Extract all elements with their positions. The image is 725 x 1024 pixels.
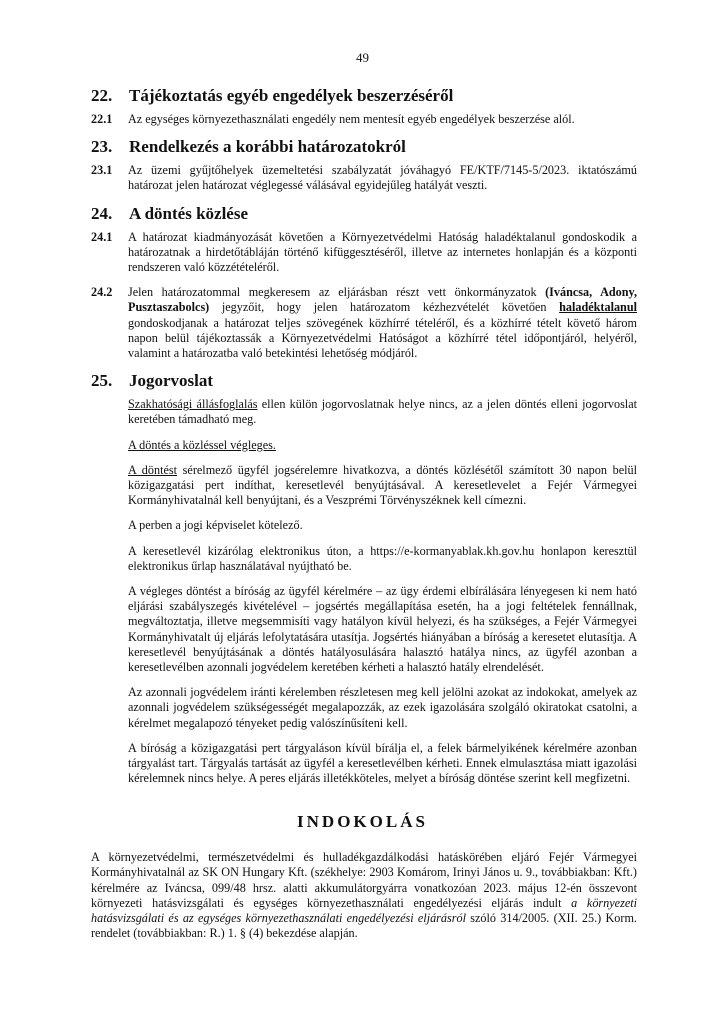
paragraph-number: 24.1: [91, 229, 113, 244]
jogorvoslat-paragraph-6: A végleges döntést a bíróság az ügyfél kérelmére – az ügy érdemi elbírálására lényegesen ki nem ható eljárási szabályszegés kivételével – jogsértés megállapítása esetén, ha a jogi feltételek fennállnak, megváltoztatja, illetve megsemmisíti vagy hatályon kívül helyezi, és ha szükséges, a Fejér Vármegyei Kormányhivatalt új eljárás lefolytatására utasítja. Jogsértés hiányában a bíróság a keresetet elutasítja. A keresetlevél benyújtásának a döntés hatályosulására halasztó hatálya nincs, az ügyfél azonban a keresetlevélben azonnali jogvédelem keretében kérheti a halasztó hatály elrendelését.: [128, 584, 637, 675]
municipalities-bold: (Iváncsa, Adony, Pusztaszabolcs): [128, 285, 637, 315]
section-heading-22: [91, 86, 637, 106]
text-run: jegyzőit, hogy jelen határozatom kézhezvételét követően: [209, 300, 560, 315]
text-run: gondoskodjanak a határozat teljes szövegének közhírré tételéről, és a közhírré tételt követő három napon belül tájékoztassák a Környezetvédelmi Hatóságot a közhírré tétel időpontjáról, helyéről, valamint a határozatba való betekintési lehetőség módjáról.: [128, 315, 637, 361]
section-title: A döntés közlése: [129, 203, 248, 223]
text-run: ellen külön jogorvoslatnak helye nincs, az a jelen döntés elleni jogorvoslat keretében támadható meg.: [128, 397, 637, 427]
section-number: 22.: [91, 86, 113, 105]
section-heading-24: [91, 204, 637, 224]
paragraph-text: Az üzemi gyűjtőhelyek üzemeltetési szabályzatát jóváhagyó FE/KTF/7145-5/2023. iktatószámú határozat jelen határozat véglegessé válásával egyidejűleg hatályát veszti.: [128, 163, 637, 193]
paragraph-number: 22.1: [91, 112, 113, 126]
paragraph-number: 23.1: [91, 163, 113, 178]
text-run: Jelen határozatommal megkeresem az eljárásban részt vett önkormányzatok: [128, 285, 546, 300]
text-run: szóló 314/2005. (XII. 25.) Korm. rendelet (továbbiakban: R.) 1. § (4) bekezdése alapján.: [91, 911, 637, 941]
text-run: A környezetvédelmi, természetvédelmi és hulladékgazdálkodási hatáskörében eljáró Fejér Vármegyei Kormányhivatalnál az SK ON Hungary Kft. (székhelye: 2903 Komárom, Irinyi János u. 9., továbbiakban: Kft.) kérelmére az Iváncsa, 099/48 hrsz. alatti akkumulátorgyárra vonatkozóan 2023. május 12-én összevont környezeti hatásvizsgálati és egységes környezethasználati engedélyezési eljárás indult: [91, 850, 637, 910]
emphasis-bold-underline: haladéktalanul: [559, 300, 637, 315]
jogorvoslat-paragraph-7: Az azonnali jogvédelem iránti kérelemben részletesen meg kell jelölni azokat az indokokat, amelyek az azonnali jogvédelem szükségességét megalapozzák, az ezek igazolására szolgáló okiratokat csatolni, a kérelmet megalapozó tényeket pedig valószínűsíteni kell.: [128, 685, 637, 730]
section-heading-23: [91, 137, 637, 157]
jogorvoslat-paragraph-2: A döntés a közléssel végleges.: [128, 437, 276, 452]
main-content: [91, 86, 637, 797]
underlined-term: A döntést: [128, 462, 178, 477]
paragraph-text: [128, 285, 637, 361]
paragraph-text: Az egységes környezethasználati engedély nem mentesít egyéb engedélyek beszerzése alól.: [128, 112, 575, 126]
paragraph-24-2: [91, 285, 637, 361]
jogorvoslat-paragraph-5: A keresetlevél kizárólag elektronikus úton, a https://e-kormanyablak.kh.gov.hu honlapon keresztül elektronikus űrlap használatával nyújtható be.: [128, 543, 637, 573]
section-title: Jogorvoslat: [129, 371, 214, 391]
paragraph-23-1: [91, 163, 637, 193]
jogorvoslat-paragraph-8: A bíróság a közigazgatási pert tárgyaláson kívül bírálja el, a felek bármelyikének kérelmére azonban tárgyalást tart. Tárgyalás tartását az ügyfél a keresetlevélben kérheti. Ennek elmulasztása miatt igazolási kérelemnek nincs helye. A peres eljárás illetékköteles, melyet a bíróság döntése szerint kell megfizetni.: [128, 740, 637, 786]
text-run: sérelmező ügyfél jogsérelemre hivatkozva, a döntés közlésétől számított 30 napon belül közigazgatási pert indíthat, keresetlevél benyújtásával. A keresetlevelet a Fejér Vármegyei Kormányhivatalnál kell benyújtani, és a Veszprémi Törvényszéknek kell címezni.: [128, 462, 637, 508]
page-number: 49: [356, 50, 369, 65]
section-title: Rendelkezés a korábbi határozatokról: [129, 137, 406, 157]
indokolas-text: [91, 850, 637, 942]
section-number: 25.: [91, 371, 113, 391]
underlined-term: Szakhatósági állásfoglalás: [128, 397, 258, 412]
section-heading-25: [91, 371, 637, 391]
section-title: Tájékoztatás egyéb engedélyek beszerzéséről: [129, 86, 454, 105]
section-number: 24.: [91, 203, 113, 223]
section-number: 23.: [91, 137, 113, 157]
paragraph-22-1: [91, 112, 637, 127]
jogorvoslat-paragraph-4: A perben a jogi képviselet kötelező.: [128, 518, 303, 533]
paragraph-number: 24.2: [91, 285, 113, 300]
paragraph-24-1: [91, 230, 637, 276]
jogorvoslat-paragraph-1: [128, 397, 637, 427]
jogorvoslat-paragraph-3: [128, 463, 637, 509]
paragraph-text: A határozat kiadmányozását követően a Környezetvédelmi Hatóság haladéktalanul gondoskodik a határozatnak a hirdetőtábláján történő kifüggesztéséről, illetve az internetes honlapján és a központi rendszeren való közzétételéről.: [128, 229, 637, 275]
regulation-title-italic: a környezeti hatásvizsgálati és az egységes környezethasználati engedélyezési eljárásról: [91, 895, 637, 926]
indokolas-heading: INDOKOLÁS: [297, 812, 428, 831]
